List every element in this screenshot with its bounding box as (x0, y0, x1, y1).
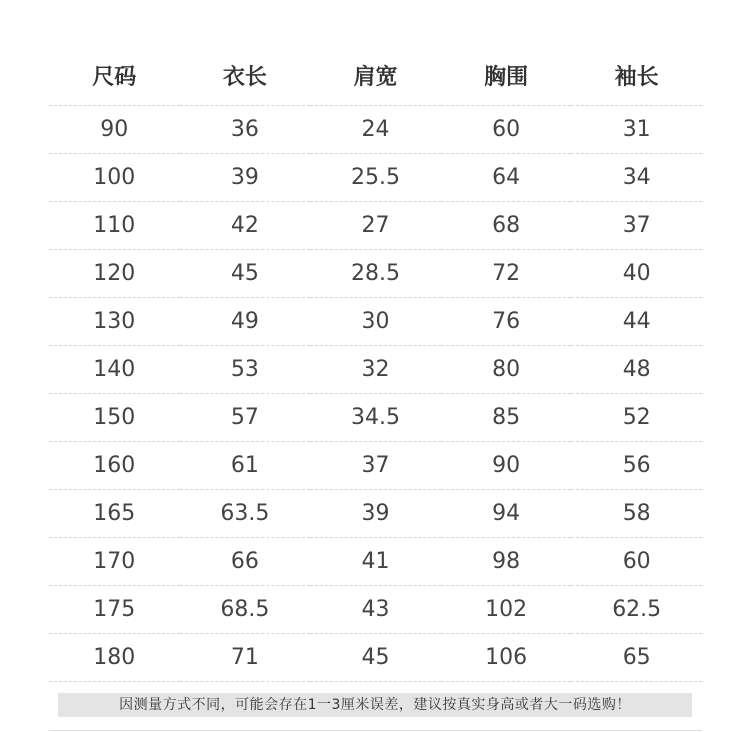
table-cell: 32 (310, 346, 441, 394)
table-cell: 48 (571, 346, 702, 394)
table-cell: 63.5 (180, 490, 311, 538)
table-row (49, 490, 702, 538)
table-row (49, 202, 702, 250)
table-cell: 68 (441, 202, 572, 250)
header-size: 尺码 (49, 45, 180, 106)
table-cell: 165 (49, 490, 180, 538)
table-cell: 34.5 (310, 394, 441, 442)
table-cell: 53 (180, 346, 311, 394)
table-cell: 98 (441, 538, 572, 586)
header-length: 衣长 (180, 45, 311, 106)
table-cell: 180 (49, 634, 180, 682)
table-cell: 175 (49, 586, 180, 634)
table-cell: 170 (49, 538, 180, 586)
table-cell: 130 (49, 298, 180, 346)
table-cell: 76 (441, 298, 572, 346)
table-cell: 140 (49, 346, 180, 394)
table-cell: 49 (180, 298, 311, 346)
table-cell: 60 (441, 106, 572, 154)
table-cell: 39 (310, 490, 441, 538)
table-header-row (49, 45, 702, 106)
table-row (49, 154, 702, 202)
table-cell: 44 (571, 298, 702, 346)
table-cell: 24 (310, 106, 441, 154)
table-cell: 64 (441, 154, 572, 202)
table-cell: 45 (310, 634, 441, 682)
table-cell: 28.5 (310, 250, 441, 298)
table-cell: 71 (180, 634, 311, 682)
table-cell: 36 (180, 106, 311, 154)
table-cell: 80 (441, 346, 572, 394)
table-cell: 37 (571, 202, 702, 250)
table-row (49, 394, 702, 442)
table-cell: 90 (49, 106, 180, 154)
table-row (49, 538, 702, 586)
table-cell: 106 (441, 634, 572, 682)
table-cell: 100 (49, 154, 180, 202)
header-sleeve: 袖长 (571, 45, 702, 106)
table-cell: 62.5 (571, 586, 702, 634)
header-shoulder: 肩宽 (310, 45, 441, 106)
table-cell: 40 (571, 250, 702, 298)
table-cell: 45 (180, 250, 311, 298)
table-cell: 31 (571, 106, 702, 154)
table-cell: 42 (180, 202, 311, 250)
table-cell: 65 (571, 634, 702, 682)
table-cell: 61 (180, 442, 311, 490)
table-cell: 160 (49, 442, 180, 490)
table-cell: 30 (310, 298, 441, 346)
table-cell: 34 (571, 154, 702, 202)
measurement-notice: 因测量方式不同，可能会存在1一3厘米误差，建议按真实身高或者大一码选购！ (58, 693, 692, 717)
table-cell: 39 (180, 154, 311, 202)
table-row (49, 346, 702, 394)
table-cell: 150 (49, 394, 180, 442)
table-cell: 60 (571, 538, 702, 586)
table-cell: 56 (571, 442, 702, 490)
table-cell: 120 (49, 250, 180, 298)
table-cell: 68.5 (180, 586, 311, 634)
table-cell: 58 (571, 490, 702, 538)
table-cell: 85 (441, 394, 572, 442)
table-cell: 72 (441, 250, 572, 298)
table-cell: 57 (180, 394, 311, 442)
table-cell: 43 (310, 586, 441, 634)
table-row (49, 586, 702, 634)
size-chart-table (49, 45, 702, 682)
table-row (49, 442, 702, 490)
table-body (49, 106, 702, 682)
table-cell: 90 (441, 442, 572, 490)
table-cell: 102 (441, 586, 572, 634)
table-row (49, 298, 702, 346)
table-cell: 37 (310, 442, 441, 490)
table-row (49, 250, 702, 298)
table-cell: 52 (571, 394, 702, 442)
table-cell: 25.5 (310, 154, 441, 202)
table-cell: 94 (441, 490, 572, 538)
bottom-divider (49, 730, 702, 731)
table-cell: 27 (310, 202, 441, 250)
table-row (49, 106, 702, 154)
table-cell: 41 (310, 538, 441, 586)
table-row (49, 634, 702, 682)
table-cell: 66 (180, 538, 311, 586)
header-chest: 胸围 (441, 45, 572, 106)
table-cell: 110 (49, 202, 180, 250)
